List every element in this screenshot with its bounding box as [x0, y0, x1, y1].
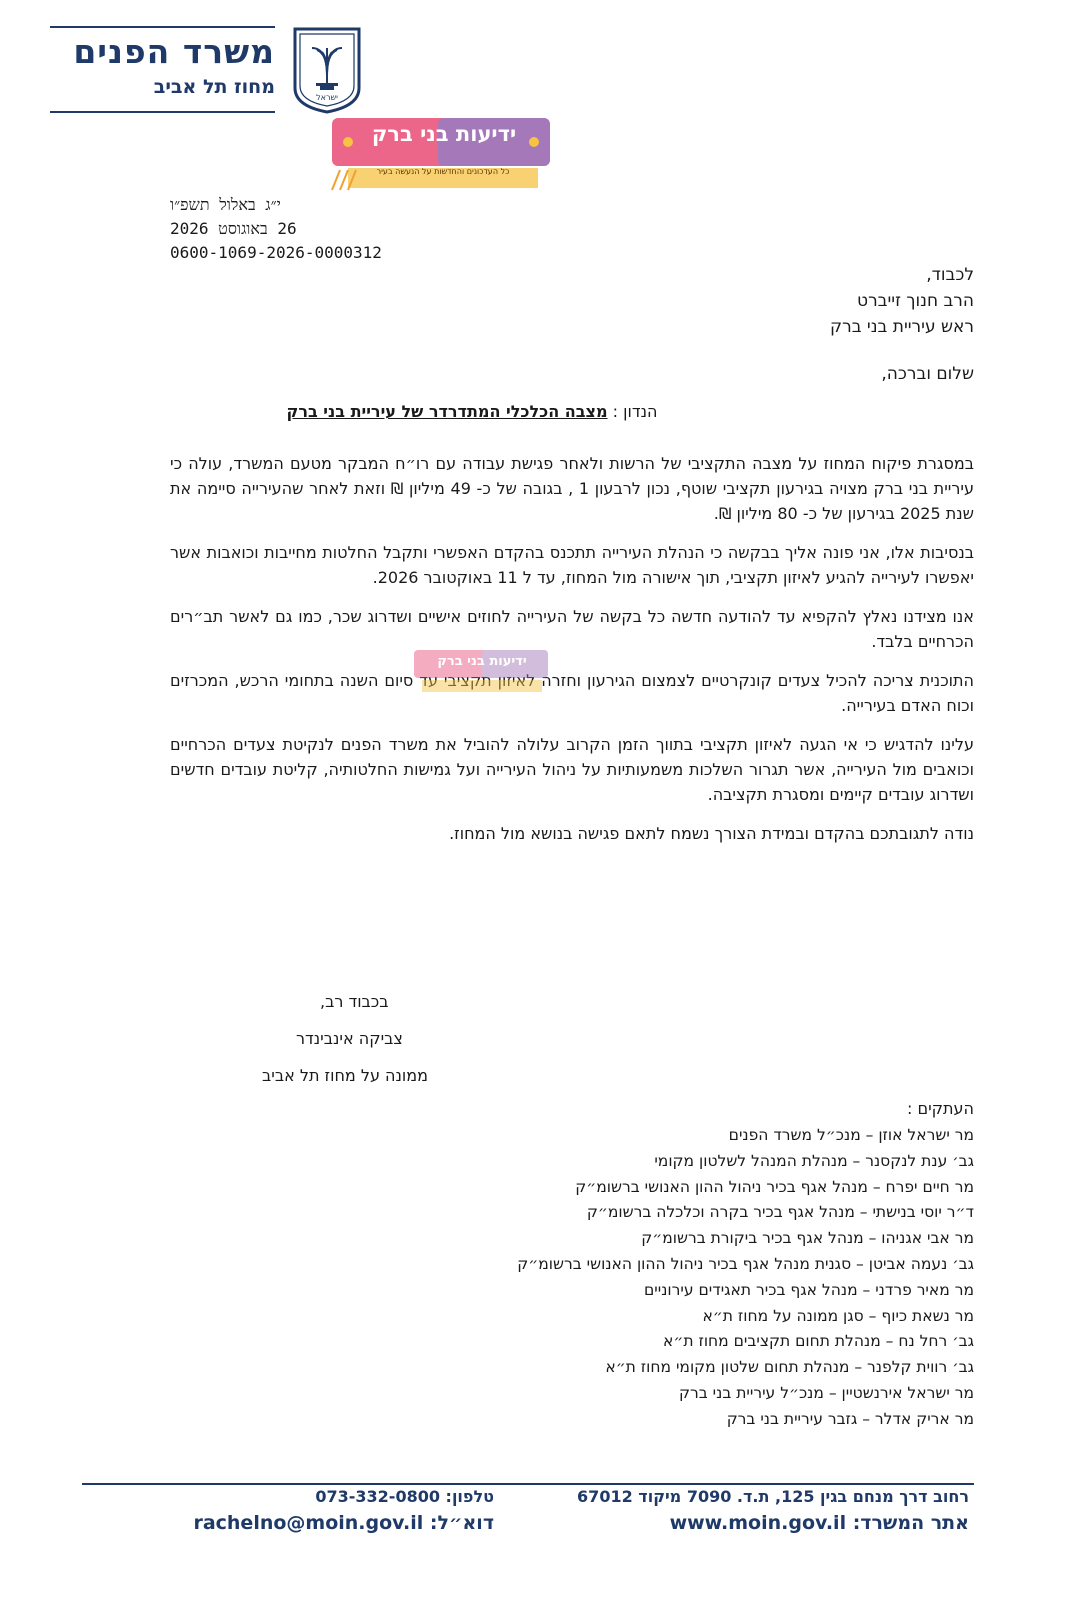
body-paragraph: נודה לתגובתכם בהקדם ובמידת הצורך נשמח לתאם פגישה בנושא מול המחוז. [449, 824, 974, 843]
header-top-rule [50, 26, 275, 28]
hebrew-date: י״ג באלול תשפ״ו [170, 195, 281, 214]
body-paragraph: אנו מצידנו נאלץ להקפיא עד להודעה חדשה כל בקשה של העירייה לחוזים אישיים ושדרוג שכר, כמו גם לאשר תב״רים הכרחיים בלבד. [170, 607, 974, 651]
gregorian-date: 26 באוגוסט 2026 [170, 219, 297, 238]
copy-recipient: גב׳ רחל נח – מנהלת תחום תקציבים מחוז ת״א [663, 1332, 974, 1351]
body-paragraph: התוכנית צריכה להכיל צעדים קונקרטיים לצמצום הגירעון וחזרה לאיזון תקציבי עד סיום השנה בתחומי הרכש, המכרזים וכוח האדם בעירייה. [170, 671, 974, 715]
addressee-name: הרב חנוך זייברט [857, 291, 974, 311]
footer-rule [82, 1483, 974, 1485]
emblem-caption: ישראל [316, 93, 338, 102]
copy-recipient: מר אריק אדלר – גזבר עיריית בני ברק [726, 1409, 974, 1428]
body-paragraph: עלינו להדגיש כי אי הגעה לאיזון תקציבי בתווך הזמן הקרוב עלולה להוביל את משרד הפנים לנקיטת צעדים הכרחיים וכואבים מול העירייה, אשר תגרור השלכות משמעותיות על ניהול העירייה ועל גמישות החלטותיה, קליטת עובדים חדשים ושדרוג עובדים קיימים ומסגרת תקציבה. [170, 735, 974, 804]
reference-number: 0600-1069-2026-0000312 [170, 243, 382, 262]
footer-address: רחוב דרך מנחם בגין 125, ת.ד. 7090 מיקוד 67012 [577, 1487, 969, 1506]
footer-website: אתר המשרד: www.moin.gov.il [669, 1512, 969, 1534]
header-bottom-rule [50, 111, 275, 113]
copies-list [517, 1123, 974, 1433]
watermark-faint-title: ידיעות בני ברק [437, 654, 527, 669]
district-name: מחוז תל אביב [153, 76, 275, 98]
news-watermark [328, 118, 558, 198]
body-paragraph: בנסיבות אלו, אני פונה אליך בבקשה כי הנהלת העירייה תתכנס בהקדם האפשרי ותקבל החלטות מחייבות וכואבות אשר יאפשרו לעירייה להגיע לאיזון תקציבי, תוך אישורה מול המחוז, עד ל 11 באוקטובר 2026. [170, 543, 974, 587]
subject-label: הנדון : [612, 402, 658, 421]
copy-recipient: גב׳ ענת לנקסנר – מנהלת המנהל לשלטון מקומי [654, 1151, 974, 1170]
copy-recipient: גב׳ רווית קלפנר – מנהלת תחום שלטון מקומי מחוז ת״א [605, 1358, 974, 1377]
subject-text: מצבה הכלכלי המתדרדר של עיריית בני ברק [286, 402, 608, 421]
greeting: שלום וברכה, [881, 364, 974, 384]
signature-title: ממונה על מחוז תל אביב [262, 1066, 429, 1085]
signature-closing: בכבוד רב, [320, 992, 389, 1011]
copy-recipient: מר נשאת כיוף – סגן ממונה על מחוז ת״א [702, 1306, 974, 1325]
body-paragraph: במסגרת פיקוח המחוז על מצבה התקציבי של הרשות ולאחר פגישת עבודה עם רו״ח המבקר מטעם המשרד, עולה כי עיריית בני ברק מצויה בגירעון תקציבי שוטף, נכון לרבעון 1 , בגובה של כ- 49 מיליון ₪ וזאת לאחר שהעירייה סיימה את שנת 2025 בגירעון של כ- 80 מיליון ₪. [170, 454, 974, 523]
letter-body [170, 451, 974, 860]
subject-line [170, 402, 774, 421]
copy-recipient: מר אבי אגניהו – מנהל אגף בכיר ביקורת ברשומ״ק [641, 1229, 974, 1248]
footer-email: דוא״ל: rachelno@moin.gov.il [193, 1512, 494, 1534]
copies-label: העתקים : [906, 1099, 974, 1118]
addressee-salutation: לכבוד, [926, 265, 974, 285]
watermark-subtitle: כל העדכונים והחדשות על הנעשה בעיר [376, 167, 510, 176]
copy-recipient: גב׳ נעמה אביטן – סגנית מנהל אגף בכיר ניהול ההון האנושי ברשומ״ק [517, 1254, 974, 1273]
footer-phone: טלפון: 073-332-0800 [315, 1487, 494, 1506]
addressee-title: ראש עיריית בני ברק [830, 317, 974, 337]
copy-recipient: מר חיים יפרח – מנהל אגף בכיר ניהול ההון האנושי ברשומ״ק [575, 1177, 974, 1196]
copy-recipient: מר מאיר פרדני – מנהל אגף בכיר תאגידים עירוניים [644, 1280, 974, 1299]
date-block [170, 193, 382, 265]
copy-recipient: מר ישראל אירנשטיין – מנכ״ל עיריית בני ברק [679, 1383, 974, 1402]
signature-name: צביקה אינבינדר [296, 1029, 403, 1048]
addressee-block [830, 262, 974, 340]
ministry-name: משרד הפנים [73, 32, 275, 71]
watermark-title: ידיעות בני ברק [371, 122, 517, 146]
copy-recipient: מר ישראל אוזן – מנכ״ל משרד הפנים [728, 1126, 974, 1144]
news-watermark-faint [412, 650, 552, 696]
copy-recipient: ד״ר יוסי בנישתי – מנהל אגף בכיר בקרה וכלכלה ברשומ״ק [586, 1203, 974, 1222]
state-emblem-icon [292, 26, 362, 114]
